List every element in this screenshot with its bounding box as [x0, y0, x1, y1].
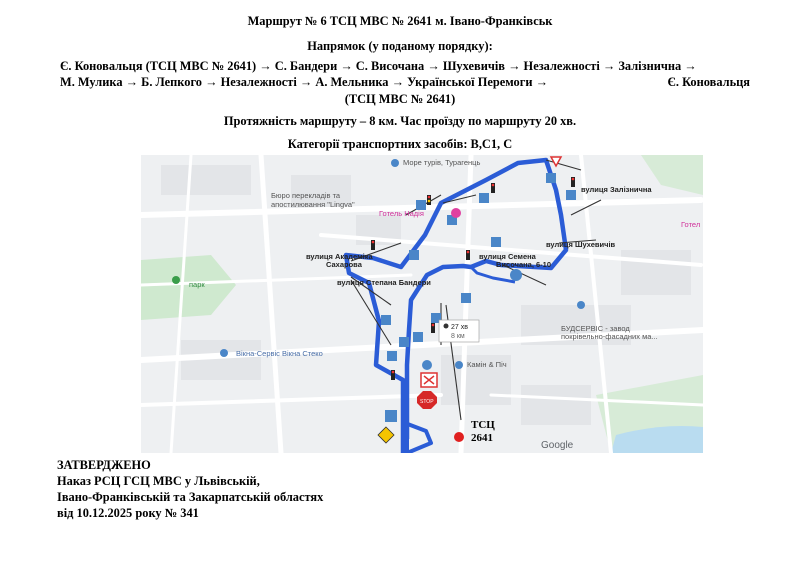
label-buro-2: апостилювання "Lingva" [271, 200, 355, 209]
label-more-turiv: Море турів, Турагенць [403, 158, 481, 167]
direction-heading: Напрямок (у поданому порядку): [307, 39, 493, 53]
route-line-2-end: Є. Коновальця [667, 75, 750, 89]
route-map-svg [141, 155, 703, 453]
approval-line-2: Наказ РСЦ ГСЦ МВС у Львівській, [57, 474, 260, 488]
label-tsc-1: ТСЦ [471, 419, 495, 431]
label-route-dist: 8 км [451, 333, 465, 340]
tour-marker-icon [391, 159, 399, 167]
label-akademika-1: вулиця Академіка [306, 252, 373, 261]
label-park: парк [189, 280, 205, 289]
label-bandery: вулиця Степана Бандери [337, 278, 431, 287]
label-kamin: Камін & Піч [467, 360, 507, 369]
label-akademika-2: Сахарова [326, 260, 362, 269]
vikna-marker-icon [220, 349, 228, 357]
label-route-time: 27 хв [451, 324, 468, 331]
roundabout-icon-2 [422, 360, 432, 370]
label-hotel-right: Готел [681, 220, 701, 229]
kamin-marker-icon [455, 361, 463, 369]
route-length-time: Протяжність маршруту – 8 км. Час проїзду по маршруту 20 хв. [223, 114, 577, 128]
route-line-2 [60, 75, 750, 90]
approval-line-4: від 10.12.2025 року № 341 [57, 506, 199, 520]
route-line-1 [60, 59, 750, 74]
label-shukhevychiv: вулиця Шухевичів [546, 240, 616, 249]
label-budservis-1: БУДСЕРВІС - завод [561, 324, 630, 333]
approval-block [57, 457, 323, 521]
route-map [141, 155, 703, 453]
label-stop: STOP [420, 399, 434, 405]
tsc-pin-icon [454, 432, 464, 442]
label-hotel: Готель Надія [379, 209, 424, 218]
route-line-1-text: Є. Коновальця (ТСЦ МВС № 2641) → С. Бандери → С. Височана → Шухевичів → Незалежності → Залізнична → [60, 59, 697, 73]
label-vikna: Вікна-Сервіс Вікна Стеко [236, 349, 323, 358]
hotel-marker-icon [451, 208, 461, 218]
label-semena-2: Височана, 6-10 [496, 260, 551, 269]
label-semena-1: вулиця Семена [479, 252, 536, 261]
budservis-marker-icon [577, 301, 585, 309]
label-tsc-2: 2641 [471, 432, 493, 444]
label-budservis-2: покрівельно-фасадних ма... [561, 332, 658, 341]
route-line-2-start: М. Мулика → Б. Лепкого → Незалежності → А. Мельника → Української Перемоги → [60, 75, 548, 89]
approval-line-3: Івано-Франківській та Закарпатській областях [57, 490, 324, 504]
vehicle-categories: Категорії транспортних засобів: В,С1, С [287, 137, 513, 151]
label-zaliznychna: вулиця Залізнична [581, 185, 652, 194]
route-line-3: (ТСЦ МВС № 2641) [344, 92, 456, 106]
roundabout-icon [510, 269, 522, 281]
approval-line-1: ЗАТВЕРДЖЕНО [57, 458, 151, 472]
document-title: Маршрут № 6 ТСЦ МВС № 2641 м. Івано-Франківськ [247, 14, 553, 28]
label-buro-1: Бюро перекладів та [271, 191, 341, 200]
google-logo: Google [541, 440, 574, 451]
car-icon [444, 324, 449, 329]
park-marker-icon [172, 276, 180, 284]
